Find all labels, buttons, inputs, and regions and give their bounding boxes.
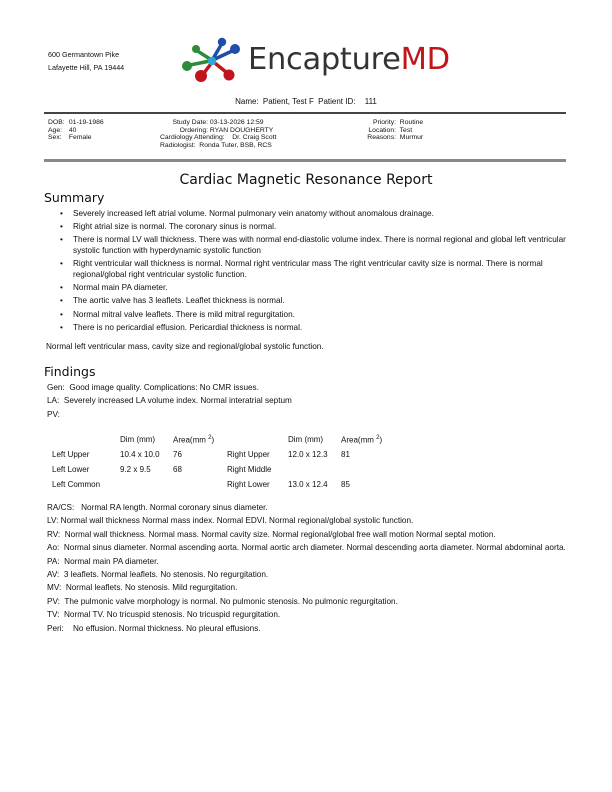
table-row: Left Common Right Lower 13.0 x 12.4 85	[52, 480, 350, 489]
summary-item: • The aortic valve has 3 leaflets. Leaflet thickness is normal.	[58, 295, 574, 306]
summary-list	[58, 208, 574, 335]
finding-gen	[47, 381, 567, 394]
sex-value: Female	[68, 134, 92, 142]
summary-conclusion: Normal left ventricular mass, cavity size and regional/global systolic function.	[46, 342, 324, 351]
summary-item: • Normal mitral valve leaflets. There is mild mitral regurgitation.	[58, 309, 574, 320]
summary-item: • Right atrial size is normal. The coronary sinus is normal.	[58, 221, 574, 232]
finding-pv: PV: The pulmonic valve morphology is normal. No pulmonic stenosis. No pulmonic regurgitation.	[47, 596, 398, 606]
patient-id-value: 111	[364, 97, 377, 106]
area-header: Area(mm $^2$)	[173, 434, 215, 445]
finding-lv: LV: Normal wall thickness Normal mass index. Normal EDVI. Normal regional/global systolic function.	[47, 516, 414, 526]
dob-value: 01-19-1986	[68, 119, 104, 126]
ordering-label: Ordering:	[179, 126, 208, 134]
logo-wordmark	[248, 41, 450, 79]
demographics-column	[48, 119, 104, 142]
finding-tv: TV: Normal TV. No tricuspid stenosis. No tricuspid regurgitation.	[47, 610, 281, 620]
findings-intro	[47, 381, 567, 421]
attending-label: Cardiology Attending:	[160, 134, 225, 142]
finding-ao: Ao: Normal sinus diameter. Normal ascending aorta. Normal aortic arch diameter. Normal descending aorta diameter. Normal abdominal aorta.	[47, 543, 566, 553]
priority-row	[360, 119, 423, 127]
encapturemd-logo	[180, 37, 450, 83]
order-details-column	[360, 119, 423, 142]
molecule-logo-icon	[180, 37, 244, 83]
area-header: Area(mm $^2$)	[341, 434, 383, 445]
finding-label: LA:	[47, 396, 60, 406]
ordering-value: RYAN DOUGHERTY	[209, 126, 274, 134]
sex-row	[48, 134, 104, 142]
finding-peri: Peri: No effusion. Normal thickness. No pleural effusions.	[47, 623, 261, 633]
age-label: Age:	[48, 126, 62, 134]
finding-text: Good image quality. Complications: No CMR issues.	[69, 383, 259, 392]
finding-pv-label: PV:	[47, 409, 60, 419]
finding-av: AV: 3 leaflets. Normal leaflets. No stenosis. No regurgitation.	[47, 570, 269, 580]
findings-heading: Findings	[44, 364, 96, 379]
location-value: Test	[399, 126, 413, 134]
pulmonary-vein-table	[52, 432, 382, 492]
patient-bar	[0, 97, 612, 106]
summary-item: • Right ventricular wall thickness is normal. Normal right ventricular mass The right ventricular cavity size is normal. There is normal regional/global right ventricular systolic function.	[58, 258, 574, 280]
report-title: Cardiac Magnetic Resonance Report	[179, 172, 433, 188]
logo-name-accent: MD	[400, 42, 450, 77]
radiologist-value: Ronda Tuter, BSB, RCS	[199, 141, 272, 149]
study-date-row	[160, 119, 276, 127]
ordering-row	[160, 127, 276, 135]
age-value: 40	[68, 126, 77, 134]
header-bottom-rule	[44, 159, 566, 162]
radiologist-row	[160, 142, 276, 150]
location-label: Location:	[368, 126, 396, 134]
address-line-2: Lafayette Hill, PA 19444	[48, 63, 125, 72]
finding-text: Severely increased LA volume index. Normal interatrial septum	[63, 396, 292, 406]
study-column	[160, 119, 276, 149]
pv-header-row	[52, 432, 382, 447]
study-date-label: Study Date:	[172, 119, 208, 126]
summary-heading: Summary	[44, 190, 105, 205]
finding-rv: RV: Normal wall thickness. Normal mass. Normal cavity size. Normal regional/global free wall motion Normal septal motion.	[47, 529, 496, 539]
dim-header: Dim (mm)	[288, 435, 324, 444]
summary-item: • There is no pericardial effusion. Pericardial thickness is normal.	[58, 322, 574, 333]
header-top-rule	[44, 112, 566, 114]
attending-row	[160, 134, 276, 142]
table-row: Left Upper 10.4 x 10.0 76 Right Upper 12.0 x 12.3 81	[52, 450, 350, 459]
reasons-value: Murmur	[399, 134, 424, 142]
summary-item: • Severely increased left atrial volume. Normal pulmonary vein anatomy without anomalous drainage.	[58, 208, 574, 219]
dim-header: Dim (mm)	[120, 435, 156, 444]
dob-row	[48, 119, 104, 127]
reasons-row	[360, 134, 423, 142]
facility-address	[48, 48, 124, 74]
location-row	[360, 127, 423, 135]
findings-list	[47, 501, 567, 635]
reasons-label: Reasons:	[367, 134, 396, 142]
priority-label: Priority:	[372, 119, 396, 126]
address-line-1: 600 Germantown Pike	[48, 50, 120, 59]
age-row	[48, 127, 104, 135]
name-label: Name:	[235, 97, 259, 106]
finding-la	[47, 394, 567, 407]
finding-label: Gen:	[47, 383, 65, 392]
table-row: Left Lower 9.2 x 9.5 68 Right Middle	[52, 465, 272, 474]
name-value: Patient, Test F	[262, 97, 314, 106]
sex-label: Sex:	[48, 134, 62, 142]
priority-value: Routine	[399, 119, 424, 126]
logo-name-main: Encapture	[248, 42, 401, 77]
dob-label: DOB:	[48, 119, 65, 126]
summary-item: • Normal main PA diameter.	[58, 282, 574, 293]
finding-mv: MV: Normal leaflets. No stenosis. Mild regurgitation.	[47, 583, 238, 593]
summary-item: • There is normal LV wall thickness. There was with normal end-diastolic volume index. There is normal regional and global left ventricular systolic function with hyperdynamic systolic function	[58, 234, 574, 256]
finding-pa: PA: Normal main PA diameter.	[47, 556, 159, 566]
study-date-value: 03-13-2026 12:59	[209, 119, 264, 126]
radiologist-label: Radiologist:	[160, 141, 196, 149]
attending-value: Dr. Craig Scott	[232, 134, 277, 142]
patient-id-label: Patient ID:	[318, 97, 356, 106]
finding-ra-cs: RA/CS: Normal RA length. Normal coronary sinus diameter.	[47, 503, 268, 512]
